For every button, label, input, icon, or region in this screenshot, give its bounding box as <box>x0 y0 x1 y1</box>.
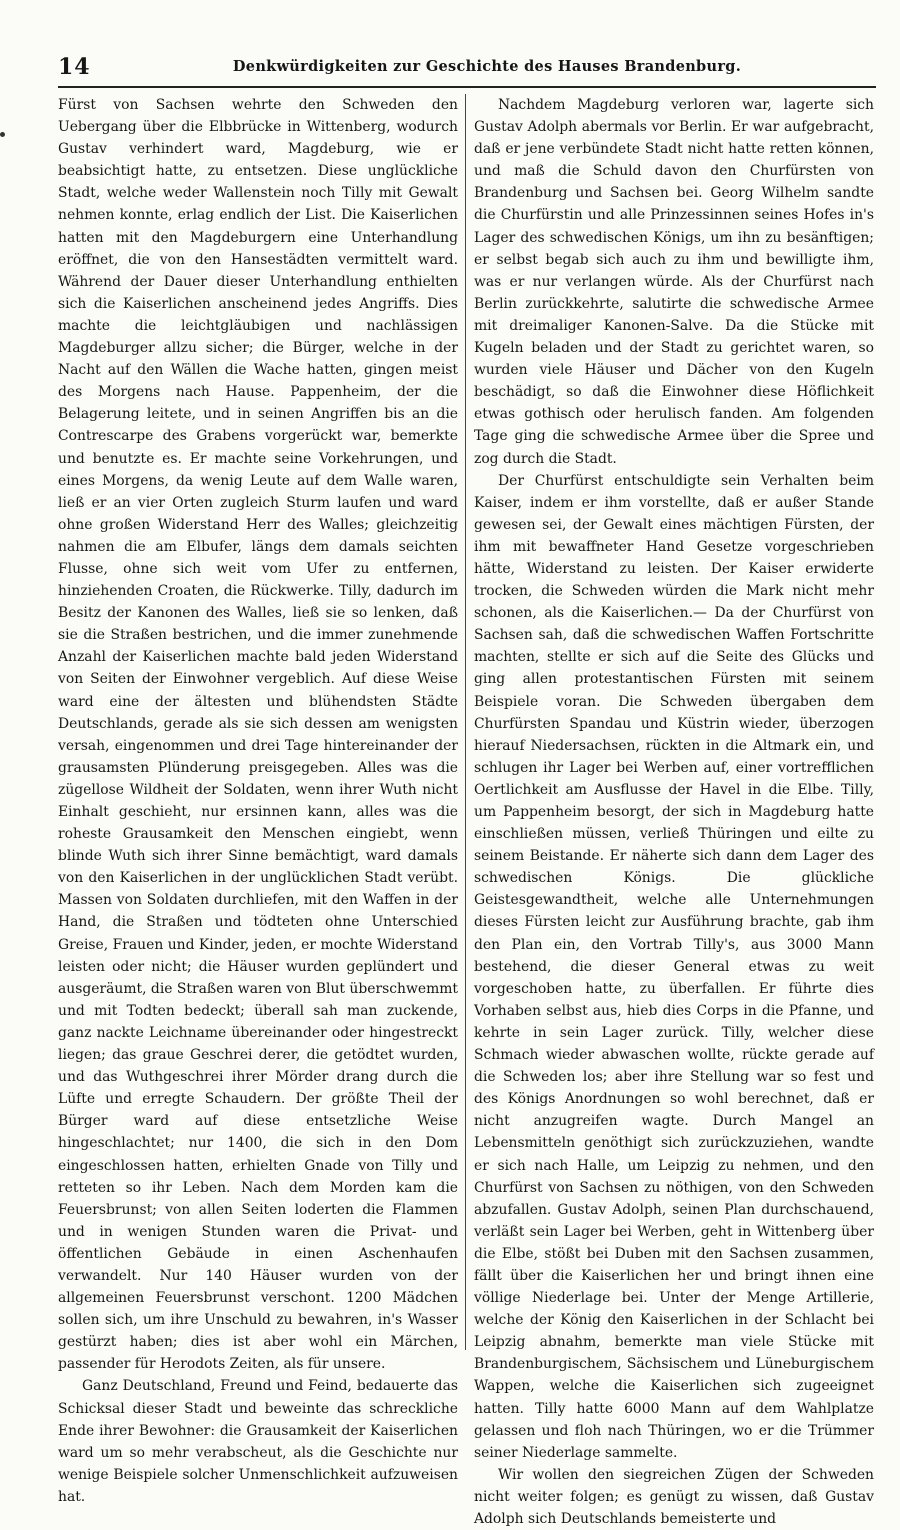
right-column <box>474 94 874 1527</box>
paragraph: Der Churfürst entschuldigte sein Verhalten beim Kaiser, indem er ihm vorstellte, daß er außer Stande gewesen sei, der Gewalt eines mächtigen Fürsten, der ihm mit bewaffneter Hand Gesetze vorgeschrieben hätte, Widerstand zu leisten. Der Kaiser erwiderte trocken, die Schweden würden die Mark nicht mehr schonen, als die Kaiserlichen.— Da der Churfürst von Sachsen sah, daß die schwedischen Waffen Fortschritte machten, stellte er sich auf die Seite des Glücks und ging allen protestantischen Fürsten mit seinem Beispiele voran. Die Schweden übergaben dem Churfürsten Spandau und Küstrin wieder, überzogen hierauf Niedersachsen, rückten in die Altmark ein, und schlugen ihr Lager bei Werben auf, einer vortrefflichen Oertlichkeit am Ausflusse der Havel in die Elbe. Tilly, um Pappenheim besorgt, der sich in Magdeburg hatte einschließen müssen, verließ Thüringen und eilte zu seinem Beistande. Er näherte sich dann dem Lager des schwedischen Königs. Die glückliche Geistesgewandtheit, welche alle Unternehmungen dieses Fürsten leicht zur Ausführung brachte, gab ihm den Plan ein, den Vortrab Tilly's, aus 3000 Mann bestehend, die dieser General etwas zu weit vorgeschoben hatte, zu überfallen. Er führte dies Vorhaben selbst aus, hieb dies Corps in die Pfanne, und kehrte in sein Lager zurück. Tilly, welcher diese Schmach wieder abwaschen wollte, rückte gerade auf die Schweden los; aber ihre Stellung war so fest und des Königs Anordnungen so wohl berechnet, daß er nicht anzugreifen wagte. Durch Mangel an Lebensmitteln genöthigt sich zurückzuziehen, wandte er sich nach Halle, um Leipzig zu nehmen, und den Churfürst von Sachsen zu nöthigen, von den Schweden abzufallen. Gustav Adolph, seinen Plan durchschauend, verläßt sein Lager bei Werben, geht in Wittenberg über die Elbe, stößt bei Duben mit den Sachsen zusammen, fällt über die Kaiserlichen her und bringt ihnen eine völlige Niederlage bei. Unter der Menge Artillerie, welche der König den Kaiserlichen in der Schlacht bei Leipzig abnahm, bemerkte man viele Stücke mit Brandenburgischem, Sächsischem und Lüneburgischem Wappen, welche die Kaiserlichen sich zugeeignet hatten. Tilly hatte 6000 Mann auf dem Wahlplatze gelassen und floh nach Thüringen, wo er die Trümmer seiner Niederlage sammelte. <box>474 472 874 1461</box>
paragraph: Wir wollen den siegreichen Zügen der Schweden nicht weiter folgen; es genügt zu wissen, daß Gustav Adolph sich Deutschlands bemeisterte und <box>474 1466 874 1527</box>
page-number: 14 <box>58 54 91 80</box>
column-divider <box>465 94 466 1350</box>
paragraph: Nachdem Magdeburg verloren war, lagerte sich Gustav Adolph abermals vor Berlin. Er war aufgebracht, daß er jene verbündete Stadt nicht hatte retten können, und maß die Schuld davon den Churfürsten von Brandenburg und Sachsen bei. Georg Wilhelm sandte die Churfürstin und alle Prinzessinnen seines Hofes in's Lager des schwedischen Königs, um ihn zu besänftigen; er selbst begab sich auch zu ihm und bewilligte ihm, was er nur verlangen würde. Als der Churfürst nach Berlin zurückkehrte, salutirte die schwedische Armee mit dreimaliger Kanonen-Salve. Da die Stücke mit Kugeln beladen und der Stadt zu gerichtet waren, so wurden viele Häuser und Dächer von den Kugeln beschädigt, so daß die Einwohner diese Höflichkeit etwas gothisch oder herulisch fanden. Am folgenden Tage ging die schwedische Armee über die Spree und zog durch die Stadt. <box>474 97 874 467</box>
paragraph: Ganz Deutschland, Freund und Feind, bedauerte das Schicksal dieser Stadt und beweinte das schreckliche Ende ihrer Bewohner: die Grausamkeit der Kaiserlichen ward um so mehr verabscheut, als die Geschichte nur wenige Beispiele solcher Unmenschlichkeit aufzuweisen hat. <box>58 1378 458 1505</box>
page-header <box>58 52 876 88</box>
running-title: Denkwürdigkeiten zur Geschichte des Hauses Brandenburg. <box>232 58 742 75</box>
left-column <box>58 94 458 1505</box>
paragraph: Fürst von Sachsen wehrte den Schweden den Uebergang über die Elbbrücke in Wittenberg, wodurch Gustav verhindert ward, Magdeburg, wie er beabsichtigt hatte, zu entsetzen. Diese unglückliche Stadt, welche weder Wallenstein noch Tilly mit Gewalt nehmen konnte, erlag endlich der List. Die Kaiserlichen hatten mit den Magdeburgern eine Unterhandlung eröffnet, die von den Hansestädten vermittelt ward. Während der Dauer dieser Unterhandlung enthielten sich die Kaiserlichen anscheinend jedes Angriffs. Dies machte die leichtgläubigen und nachlässigen Magdeburger allzu sicher; die Bürger, welche in der Nacht auf den Wällen die Wache hatten, gingen meist des Morgens nach Hause. Pappenheim, der die Belagerung leitete, und in seinen Angriffen bis an die Contrescarpe des Grabens vorgerückt war, bemerkte und benutzte es. Er machte seine Vorkehrungen, und eines Morgens, da wenig Leute auf dem Walle waren, ließ er an vier Orten zugleich Sturm laufen und ward ohne großen Widerstand Herr des Walles; gleichzeitig nahmen die am Elbufer, längs dem damals seichten Flusse, ohne sich weit vom Ufer zu entfernen, hinziehenden Croaten, die Rückwerke. Tilly, dadurch im Besitz der Kanonen des Walles, ließ sie so lenken, daß sie die Straßen bestrichen, und die immer zunehmende Anzahl der Kaiserlichen machte bald jeden Widerstand von Seiten der Einwohner vergeblich. Auf diese Weise ward eine der ältesten und blühendsten Städte Deutschlands, gerade als sie sich dessen am wenigsten versah, eingenommen und drei Tage hintereinander der grausamsten Plünderung preisgegeben. Alles was die zügellose Wildheit der Soldaten, wenn ihrer Wuth nicht Einhalt geschieht, nur ersinnen kann, alles was die roheste Grausamkeit den Menschen eingiebt, wenn blinde Wuth sich ihrer Sinne bemächtigt, ward damals von den Kaiserlichen in der unglücklichen Stadt verübt. Massen von Soldaten durchliefen, mit den Waffen in der Hand, die Straßen und tödteten ohne Unterschied Greise, Frauen und Kinder, jeden, er mochte Widerstand leisten oder nicht; die Häuser wurden geplündert und ausgeräumt, die Straßen waren von Blut überschwemmt und mit Todten bedeckt; überall sah man zuckende, ganz nackte Leichname übereinander oder hingestreckt liegen; das graue Geschrei derer, die getödtet wurden, und das Wuthgeschrei ihrer Mörder drang durch die Lüfte und erregte Schaudern. Der größte Theil der Bürger ward auf diese entsetzliche Weise hingeschlachtet; nur 1400, die sich in den Dom eingeschlossen hatten, erhielten Gnade von Tilly und retteten so ihr Leben. Nach dem Morden kam die Feuersbrunst; von allen Seiten loderten die Flammen und in wenigen Stunden waren die Privat- und öffentlichen Gebäude in einen Aschenhaufen verwandelt. Nur 140 Häuser wurden von der allgemeinen Feuersbrunst verschont. 1200 Mädchen sollen sich, um ihre Unschuld zu bewahren, in's Wasser gestürzt haben; dies ist aber wohl ein Märchen, passender für Herodots Zeiten, als für unsere. <box>58 97 458 1373</box>
margin-speck <box>0 132 5 137</box>
